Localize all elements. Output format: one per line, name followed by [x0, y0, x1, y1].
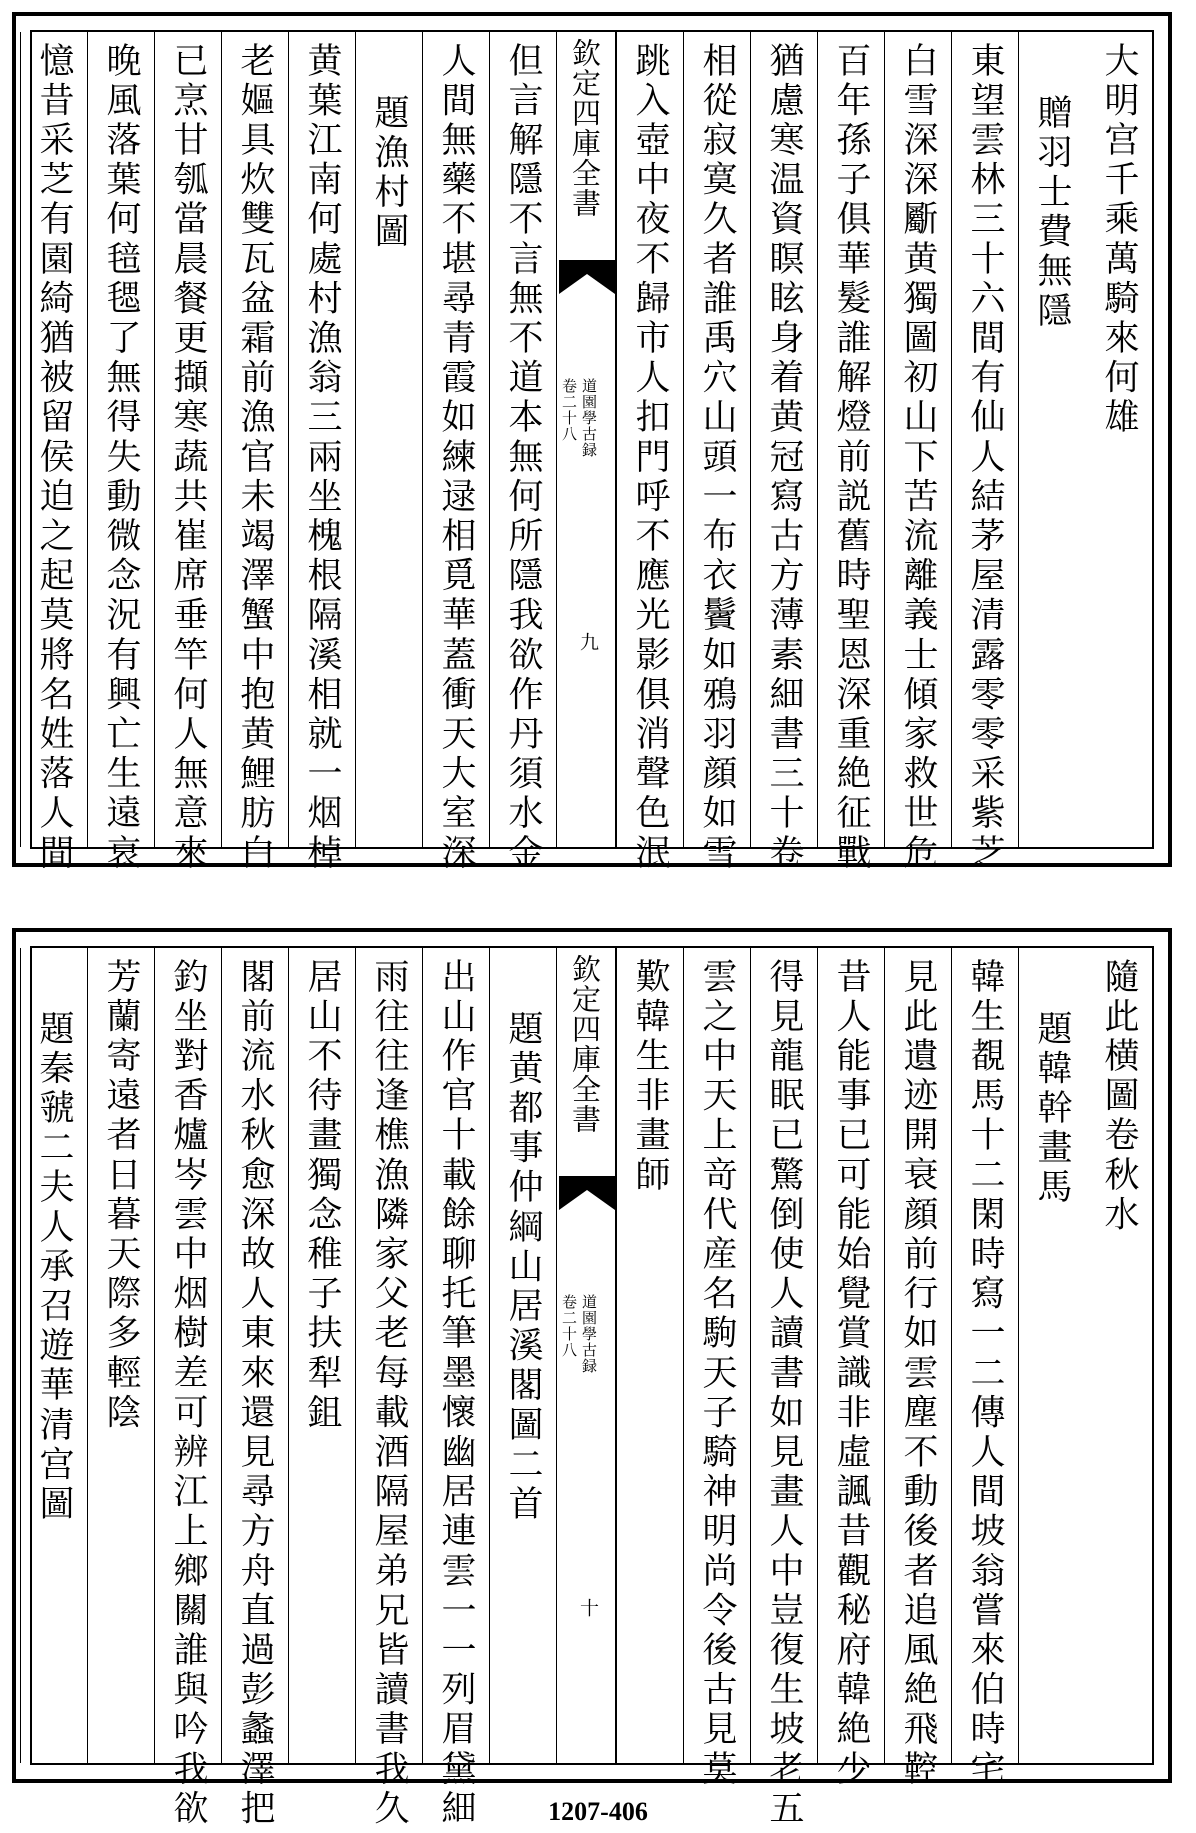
text-column — [489, 32, 556, 874]
text-column — [884, 32, 951, 874]
text-column — [355, 948, 422, 1830]
text-column — [750, 948, 817, 1830]
center-fold-column — [556, 948, 616, 1763]
text-column — [1085, 32, 1152, 847]
text-column — [20, 948, 87, 1763]
poem-title: 贈羽士費無隱 — [1032, 94, 1072, 332]
text-column — [154, 32, 221, 874]
text-column — [817, 948, 884, 1790]
text-column — [221, 948, 288, 1830]
text-column — [489, 948, 556, 1763]
text-column — [1085, 948, 1152, 1763]
source-book-name: 道園學古録 — [580, 378, 598, 458]
poem-line: 出山作官十載餘聊托筆墨懷幽居連雲一一列眉黛細 — [436, 958, 476, 1830]
poem-title: 題漁村圖 — [369, 94, 409, 253]
text-column — [1018, 948, 1085, 1763]
text-column — [20, 32, 87, 874]
poem-line: 已烹甘瓠當晨餐更擷寒蔬共崔席垂竿何人無意來 — [168, 42, 208, 874]
book-title: 欽定四庫全書 — [568, 954, 602, 1134]
poem-title: 題韓幹畫馬 — [1032, 1010, 1072, 1208]
top-page — [12, 12, 1172, 874]
poem-title: 題秦虢二夫人承召遊華清宫圖 — [34, 1010, 74, 1525]
poem-line: 芳蘭寄遠者日暮天際多輕陰 — [101, 958, 141, 1434]
text-column — [683, 32, 750, 874]
poem-line: 大明宫千乘萬騎來何雄 — [1099, 42, 1139, 438]
poem-line: 黄葉江南何處村漁翁三兩坐槐根隔溪相就一烟棹 — [302, 42, 342, 874]
poem-line: 閣前流水秋愈深故人東來還見尋方舟直過彭蠡澤把 — [235, 958, 275, 1830]
poem-line: 韓生覩馬十二閑時寫一二傳人間坡翁嘗來伯時宅 — [965, 958, 1005, 1790]
text-column — [87, 32, 154, 874]
center-fold-column — [556, 32, 616, 847]
text-column — [951, 32, 1018, 874]
poem-line: 雲之中天上竒代産名駒天子騎神明尚令後古見莫 — [697, 958, 737, 1790]
source-book-name: 道園學古録 — [580, 1294, 598, 1374]
text-column — [288, 948, 355, 1763]
poem-line: 相從寂寞久者誰禹穴山頭一布衣鬢如鴉羽顔如雪 — [697, 42, 737, 874]
text-column — [221, 32, 288, 874]
poem-title: 題黄都事仲綱山居溪閣圖二首 — [503, 1010, 543, 1525]
text-column — [288, 32, 355, 874]
poem-line: 得見龍眠已驚倒使人讀書如見畫人中豈復生坡老五 — [764, 958, 804, 1830]
poem-line: 老嫗具炊雙瓦盆霜前漁官未竭澤蟹中抱黄鯉肪白 — [235, 42, 275, 874]
book-title: 欽定四庫全書 — [568, 38, 602, 218]
text-column — [683, 948, 750, 1790]
text-column — [154, 948, 221, 1830]
text-column — [884, 948, 951, 1790]
volume-number: 卷二十八 — [560, 1294, 578, 1358]
text-column — [616, 948, 683, 1763]
poem-line: 憶昔采芝有園綺猶被留侯迫之起莫將名姓落人間 — [34, 42, 74, 874]
poem-line: 東望雲林三十六間有仙人結茅屋清露零零采紫芝 — [965, 42, 1005, 874]
poem-line: 見此遺迹開衰顔前行如雲塵不動後者追風絶飛鞚 — [898, 958, 938, 1790]
poem-line: 白雪深深斸黄獨圖初山下苦流離義士傾家救世危 — [898, 42, 938, 874]
poem-line: 隨此横圖卷秋水 — [1099, 958, 1139, 1236]
poem-line: 百年孫子俱華髮誰解燈前説舊時聖恩深重絶征戰 — [831, 42, 871, 874]
text-column — [750, 32, 817, 874]
text-column — [422, 32, 489, 874]
poem-line: 居山不待畫獨念稚子扶犁鉏 — [302, 958, 342, 1434]
poem-line: 雨往往逢樵漁隣家父老每載酒隔屋弟兄皆讀書我久 — [369, 958, 409, 1830]
poem-line: 猶慮寒温資瞑眩身着黄冠寫古方薄素細書三十卷 — [764, 42, 804, 874]
text-column — [422, 948, 489, 1830]
top-page-text-frame — [30, 30, 1154, 874]
fishtail-mark-icon — [559, 1176, 615, 1210]
poem-line: 但言解隱不言無不道本無何所隱我欲作丹須水金 — [503, 42, 543, 874]
poem-line: 晚風落葉何毰毸了無得失動微念況有興亡生遠哀 — [101, 42, 141, 874]
text-column — [951, 948, 1018, 1790]
fishtail-mark-icon — [559, 260, 615, 294]
poem-line: 跳入壺中夜不歸市人扣門呼不應光影俱消聲色泯 — [630, 42, 670, 874]
folio-number: 十 — [577, 1598, 599, 1618]
text-column — [817, 32, 884, 874]
text-column — [616, 32, 683, 874]
poem-line: 人間無藥不堪尋青霞如練逯相覓華蓋衝天大室深 — [436, 42, 476, 874]
text-column — [1018, 32, 1085, 847]
volume-number: 卷二十八 — [560, 378, 578, 442]
text-column — [87, 948, 154, 1763]
text-column — [355, 32, 422, 847]
poem-line: 昔人能事已可能始覺賞識非虛諷昔觀秘府韓絶少 — [831, 958, 871, 1790]
page-footer-number: 1207-406 — [548, 1797, 648, 1826]
poem-line: 釣坐對香爐岑雲中烟樹差可辨江上鄉關誰與吟我欲 — [168, 958, 208, 1830]
poem-line: 歎韓生非畫師 — [630, 958, 670, 1196]
folio-number: 九 — [577, 632, 599, 652]
